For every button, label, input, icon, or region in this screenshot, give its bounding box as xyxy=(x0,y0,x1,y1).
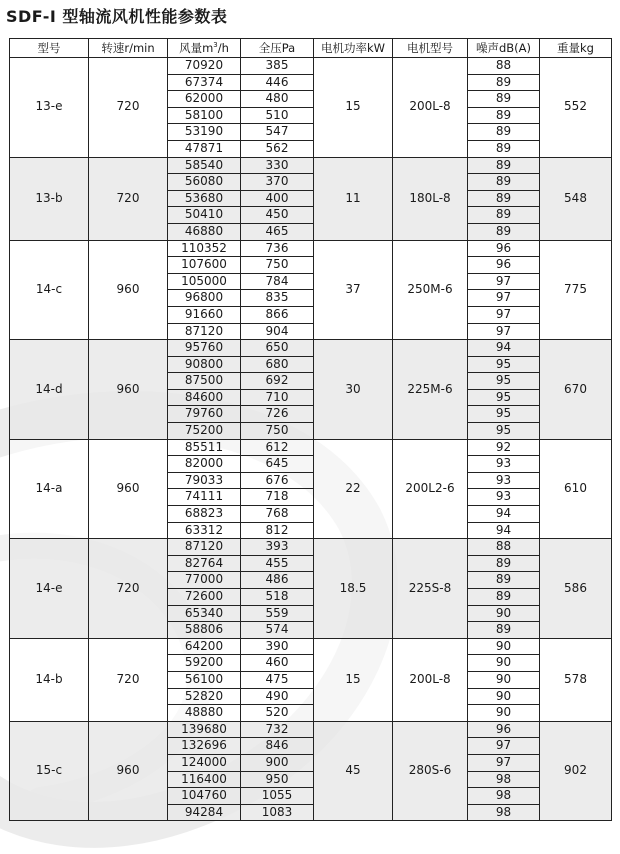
cell-pressure: 904 xyxy=(241,323,314,340)
table-row xyxy=(10,157,612,174)
cell-speed: 720 xyxy=(89,157,168,240)
cell-airflow: 56080 xyxy=(168,174,241,191)
cell-model: 14-b xyxy=(10,638,89,721)
cell-airflow: 124000 xyxy=(168,754,241,771)
header-speed: 转速r/min xyxy=(89,39,168,58)
cell-noise: 97 xyxy=(468,306,540,323)
cell-noise: 88 xyxy=(468,58,540,75)
cell-airflow: 82764 xyxy=(168,555,241,572)
cell-pressure: 768 xyxy=(241,506,314,523)
cell-airflow: 95760 xyxy=(168,340,241,357)
fan-model-group xyxy=(10,439,612,539)
cell-airflow: 82000 xyxy=(168,456,241,473)
cell-power: 15 xyxy=(314,58,393,158)
cell-noise: 89 xyxy=(468,207,540,224)
cell-airflow: 46880 xyxy=(168,223,241,240)
cell-motor: 200L2-6 xyxy=(393,439,468,539)
cell-airflow: 67374 xyxy=(168,74,241,91)
cell-noise: 89 xyxy=(468,190,540,207)
header-weight: 重量kg xyxy=(540,39,612,58)
cell-noise: 89 xyxy=(468,223,540,240)
cell-pressure: 718 xyxy=(241,489,314,506)
cell-pressure: 812 xyxy=(241,522,314,539)
cell-noise: 90 xyxy=(468,638,540,655)
cell-weight: 586 xyxy=(540,539,612,639)
cell-airflow: 104760 xyxy=(168,788,241,805)
cell-airflow: 87120 xyxy=(168,539,241,556)
cell-noise: 95 xyxy=(468,406,540,423)
cell-airflow: 65340 xyxy=(168,605,241,622)
cell-pressure: 465 xyxy=(241,223,314,240)
cell-pressure: 784 xyxy=(241,273,314,290)
cell-pressure: 900 xyxy=(241,754,314,771)
cell-airflow: 74111 xyxy=(168,489,241,506)
cell-weight: 578 xyxy=(540,638,612,721)
fan-model-group xyxy=(10,340,612,440)
cell-airflow: 87120 xyxy=(168,323,241,340)
cell-airflow: 75200 xyxy=(168,423,241,440)
cell-pressure: 866 xyxy=(241,306,314,323)
cell-weight: 902 xyxy=(540,721,612,821)
cell-noise: 97 xyxy=(468,754,540,771)
cell-pressure: 520 xyxy=(241,705,314,722)
table-header-row xyxy=(10,39,612,58)
cell-airflow: 59200 xyxy=(168,655,241,672)
cell-pressure: 510 xyxy=(241,107,314,124)
cell-model: 15-c xyxy=(10,721,89,821)
cell-airflow: 139680 xyxy=(168,721,241,738)
cell-noise: 96 xyxy=(468,240,540,257)
cell-pressure: 710 xyxy=(241,389,314,406)
fan-model-group xyxy=(10,157,612,240)
cell-airflow: 91660 xyxy=(168,306,241,323)
cell-pressure: 612 xyxy=(241,439,314,456)
cell-pressure: 736 xyxy=(241,240,314,257)
cell-noise: 89 xyxy=(468,91,540,108)
cell-noise: 93 xyxy=(468,472,540,489)
cell-model: 14-c xyxy=(10,240,89,340)
cell-noise: 95 xyxy=(468,423,540,440)
cell-noise: 89 xyxy=(468,589,540,606)
cell-airflow: 68823 xyxy=(168,506,241,523)
cell-airflow: 105000 xyxy=(168,273,241,290)
cell-pressure: 400 xyxy=(241,190,314,207)
cell-pressure: 486 xyxy=(241,572,314,589)
cell-airflow: 110352 xyxy=(168,240,241,257)
cell-noise: 95 xyxy=(468,356,540,373)
header-airflow-unit: /h xyxy=(217,41,229,55)
cell-motor: 180L-8 xyxy=(393,157,468,240)
cell-noise: 95 xyxy=(468,373,540,390)
cell-weight: 775 xyxy=(540,240,612,340)
cell-noise: 98 xyxy=(468,804,540,821)
cell-pressure: 446 xyxy=(241,74,314,91)
cell-airflow: 64200 xyxy=(168,638,241,655)
cell-noise: 98 xyxy=(468,788,540,805)
table-row xyxy=(10,539,612,556)
cell-model: 13-e xyxy=(10,58,89,158)
cell-weight: 610 xyxy=(540,439,612,539)
cell-noise: 90 xyxy=(468,705,540,722)
cell-airflow: 56100 xyxy=(168,671,241,688)
table-row xyxy=(10,721,612,738)
cell-pressure: 750 xyxy=(241,423,314,440)
cell-noise: 97 xyxy=(468,273,540,290)
cell-pressure: 490 xyxy=(241,688,314,705)
cell-airflow: 47871 xyxy=(168,140,241,157)
cell-airflow: 116400 xyxy=(168,771,241,788)
cell-power: 30 xyxy=(314,340,393,440)
cell-noise: 89 xyxy=(468,124,540,141)
cell-airflow: 84600 xyxy=(168,389,241,406)
table-row xyxy=(10,240,612,257)
cell-pressure: 480 xyxy=(241,91,314,108)
table-row xyxy=(10,340,612,357)
cell-speed: 720 xyxy=(89,539,168,639)
cell-speed: 960 xyxy=(89,340,168,440)
cell-airflow: 85511 xyxy=(168,439,241,456)
cell-noise: 88 xyxy=(468,539,540,556)
cell-noise: 89 xyxy=(468,157,540,174)
cell-motor: 225M-6 xyxy=(393,340,468,440)
header-motor: 电机型号 xyxy=(393,39,468,58)
cell-airflow: 77000 xyxy=(168,572,241,589)
fan-model-group xyxy=(10,58,612,158)
cell-pressure: 559 xyxy=(241,605,314,622)
cell-pressure: 676 xyxy=(241,472,314,489)
cell-airflow: 107600 xyxy=(168,257,241,274)
cell-pressure: 680 xyxy=(241,356,314,373)
cell-pressure: 370 xyxy=(241,174,314,191)
cell-noise: 93 xyxy=(468,456,540,473)
cell-power: 18.5 xyxy=(314,539,393,639)
cell-noise: 90 xyxy=(468,671,540,688)
cell-weight: 548 xyxy=(540,157,612,240)
cell-motor: 250M-6 xyxy=(393,240,468,340)
cell-noise: 96 xyxy=(468,257,540,274)
cell-power: 15 xyxy=(314,638,393,721)
cell-pressure: 846 xyxy=(241,738,314,755)
cell-power: 22 xyxy=(314,439,393,539)
cell-power: 45 xyxy=(314,721,393,821)
table-row xyxy=(10,58,612,75)
cell-pressure: 460 xyxy=(241,655,314,672)
table-row xyxy=(10,439,612,456)
cell-pressure: 562 xyxy=(241,140,314,157)
header-airflow-exponent: 3 xyxy=(213,41,218,50)
cell-weight: 670 xyxy=(540,340,612,440)
fan-model-group xyxy=(10,539,612,639)
cell-speed: 720 xyxy=(89,58,168,158)
cell-noise: 89 xyxy=(468,140,540,157)
cell-pressure: 732 xyxy=(241,721,314,738)
cell-pressure: 475 xyxy=(241,671,314,688)
header-airflow-label: 风量m xyxy=(179,41,214,55)
cell-airflow: 53680 xyxy=(168,190,241,207)
cell-pressure: 650 xyxy=(241,340,314,357)
cell-pressure: 547 xyxy=(241,124,314,141)
header-power: 电机功率kW xyxy=(314,39,393,58)
cell-airflow: 62000 xyxy=(168,91,241,108)
cell-noise: 90 xyxy=(468,605,540,622)
cell-motor: 200L-8 xyxy=(393,58,468,158)
header-noise: 噪声dB(A) xyxy=(468,39,540,58)
cell-speed: 960 xyxy=(89,439,168,539)
cell-model: 14-e xyxy=(10,539,89,639)
fan-model-group xyxy=(10,240,612,340)
cell-pressure: 518 xyxy=(241,589,314,606)
cell-motor: 200L-8 xyxy=(393,638,468,721)
cell-model: 14-d xyxy=(10,340,89,440)
header-pressure: 全压Pa xyxy=(241,39,314,58)
cell-pressure: 450 xyxy=(241,207,314,224)
cell-pressure: 390 xyxy=(241,638,314,655)
cell-airflow: 96800 xyxy=(168,290,241,307)
cell-noise: 95 xyxy=(468,389,540,406)
cell-noise: 94 xyxy=(468,522,540,539)
cell-airflow: 72600 xyxy=(168,589,241,606)
cell-pressure: 726 xyxy=(241,406,314,423)
cell-pressure: 393 xyxy=(241,539,314,556)
header-model: 型号 xyxy=(10,39,89,58)
cell-noise: 97 xyxy=(468,323,540,340)
cell-airflow: 48880 xyxy=(168,705,241,722)
cell-airflow: 79760 xyxy=(168,406,241,423)
cell-pressure: 835 xyxy=(241,290,314,307)
cell-noise: 89 xyxy=(468,74,540,91)
cell-airflow: 58100 xyxy=(168,107,241,124)
cell-airflow: 58806 xyxy=(168,622,241,639)
cell-airflow: 52820 xyxy=(168,688,241,705)
cell-pressure: 692 xyxy=(241,373,314,390)
fan-performance-table xyxy=(9,38,612,821)
cell-model: 13-b xyxy=(10,157,89,240)
cell-noise: 93 xyxy=(468,489,540,506)
cell-weight: 552 xyxy=(540,58,612,158)
header-airflow xyxy=(168,39,241,58)
fan-model-group xyxy=(10,638,612,721)
cell-power: 37 xyxy=(314,240,393,340)
cell-pressure: 455 xyxy=(241,555,314,572)
cell-pressure: 574 xyxy=(241,622,314,639)
cell-noise: 89 xyxy=(468,174,540,191)
cell-motor: 280S-6 xyxy=(393,721,468,821)
cell-noise: 94 xyxy=(468,506,540,523)
cell-airflow: 58540 xyxy=(168,157,241,174)
cell-airflow: 94284 xyxy=(168,804,241,821)
page-title: SDF-I 型轴流风机性能参数表 xyxy=(6,7,228,26)
cell-noise: 94 xyxy=(468,340,540,357)
cell-airflow: 132696 xyxy=(168,738,241,755)
cell-pressure: 385 xyxy=(241,58,314,75)
cell-airflow: 87500 xyxy=(168,373,241,390)
cell-airflow: 70920 xyxy=(168,58,241,75)
cell-pressure: 750 xyxy=(241,257,314,274)
fan-model-group xyxy=(10,721,612,821)
cell-speed: 960 xyxy=(89,721,168,821)
cell-noise: 97 xyxy=(468,738,540,755)
cell-noise: 90 xyxy=(468,655,540,672)
cell-noise: 98 xyxy=(468,771,540,788)
cell-speed: 720 xyxy=(89,638,168,721)
cell-pressure: 645 xyxy=(241,456,314,473)
cell-airflow: 53190 xyxy=(168,124,241,141)
cell-noise: 89 xyxy=(468,555,540,572)
cell-airflow: 90800 xyxy=(168,356,241,373)
cell-power: 11 xyxy=(314,157,393,240)
cell-model: 14-a xyxy=(10,439,89,539)
cell-pressure: 1083 xyxy=(241,804,314,821)
cell-airflow: 50410 xyxy=(168,207,241,224)
cell-noise: 96 xyxy=(468,721,540,738)
cell-airflow: 63312 xyxy=(168,522,241,539)
cell-noise: 89 xyxy=(468,107,540,124)
cell-pressure: 330 xyxy=(241,157,314,174)
cell-pressure: 950 xyxy=(241,771,314,788)
table-row xyxy=(10,638,612,655)
cell-noise: 90 xyxy=(468,688,540,705)
cell-noise: 92 xyxy=(468,439,540,456)
cell-motor: 225S-8 xyxy=(393,539,468,639)
cell-noise: 97 xyxy=(468,290,540,307)
cell-pressure: 1055 xyxy=(241,788,314,805)
cell-speed: 960 xyxy=(89,240,168,340)
cell-airflow: 79033 xyxy=(168,472,241,489)
cell-noise: 89 xyxy=(468,572,540,589)
cell-noise: 89 xyxy=(468,622,540,639)
